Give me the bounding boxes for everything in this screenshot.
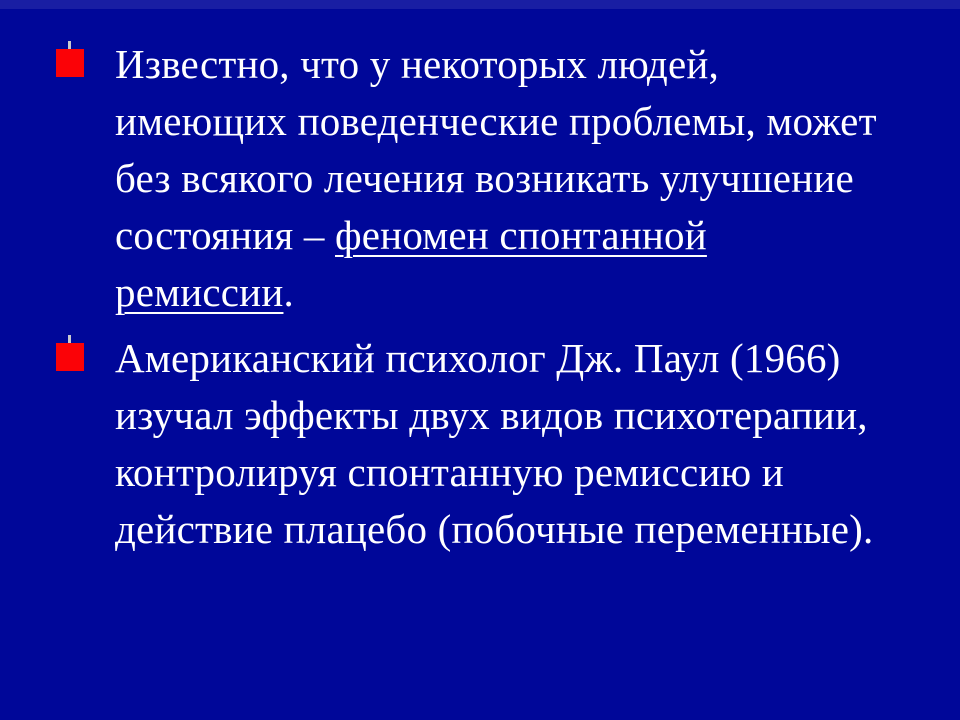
bullet-square	[56, 49, 84, 77]
bullet-text-trailing: .	[283, 269, 294, 315]
list-item	[56, 330, 930, 558]
bullet-text-plain: Американский психолог Дж. Паул (1966) изучал эффекты двух видов психотерапии, контролируя спонтанную ремиссию и действие плацебо (побочные переменные).	[115, 335, 874, 552]
red-square-bullet-icon	[56, 36, 115, 93]
bullet-text-underlined: феномен спонтанной ремиссии	[115, 212, 707, 315]
bullet-text	[115, 36, 895, 321]
red-square-bullet-icon	[56, 330, 115, 387]
bullet-text-plain: Известно, что у некоторых людей, имеющих поведенческие проблемы, может без всякого лечения возникать улучшение состояния –	[115, 41, 877, 258]
bullet-text	[115, 330, 895, 558]
list-item	[56, 36, 930, 321]
bullet-square	[56, 343, 84, 371]
